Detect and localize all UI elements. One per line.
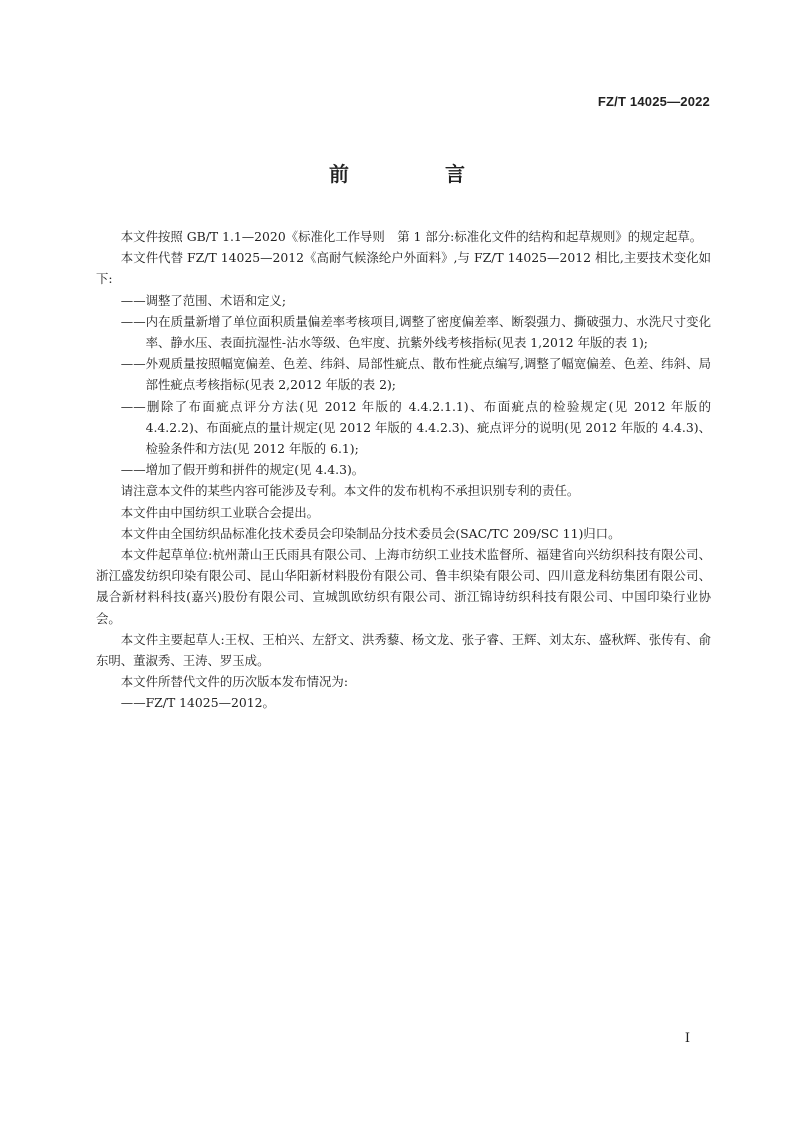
- list-item: ——调整了范围、术语和定义;: [120, 292, 287, 308]
- paragraph-proposer: 本文件由中国纺织工业联合会提出。: [120, 504, 320, 520]
- paragraph-technical-committee: 本文件由全国纺织品标准化技术委员会印染制品分技术委员会(SAC/TC 209/SC 11)归口。: [120, 525, 621, 541]
- standard-code: FZ/T 14025—2022: [597, 94, 710, 109]
- paragraph-drafters: 本文件主要起草人:王权、王柏兴、左舒文、洪秀藜、杨文龙、张子睿、王辉、刘太东、盛秋辉、张传有、俞东明、董淑秀、王涛、罗玉成。: [96, 631, 711, 669]
- paragraph-drafting-rules: 本文件按照 GB/T 1.1—2020《标准化工作导则 第 1 部分:标准化文件的结构和起草规则》的规定起草。: [120, 229, 703, 244]
- document-body: [96, 226, 711, 714]
- list-item: ——删除了布面疵点评分方法(见 2012 年版的 4.4.2.1.1)、布面疵点的检验规定(见 2012 年版的 4.4.2.2)、布面疵点的量计规定(见 2012 年版的 4.4.2.3)、疵点评分的说明(见 2012 年版的 4.4.3)、检验条件和方法(见 2012 年版的 6.1);: [120, 398, 711, 457]
- page-number: I: [684, 1031, 690, 1046]
- list-item: ——内在质量新增了单位面积质量偏差率考核项目,调整了密度偏差率、断裂强力、撕破强力、水洗尺寸变化率、静水压、表面抗湿性-沾水等级、色牢度、抗紫外线考核指标(见表 1,2012 年版的表 1);: [120, 313, 711, 351]
- paragraph-replacement: 本文件代替 FZ/T 14025—2012《高耐气候涤纶户外面料》,与 FZ/T 14025—2012 相比,主要技术变化如下:: [96, 250, 711, 287]
- history-list: [96, 692, 711, 713]
- paragraph-version-history: 本文件所替代文件的历次版本发布情况为:: [120, 674, 349, 690]
- paragraph-patent-notice: 请注意本文件的某些内容可能涉及专利。本文件的发布机构不承担识别专利的责任。: [120, 483, 580, 499]
- paragraph-drafting-units: 本文件起草单位:杭州萧山王氏雨具有限公司、上海市纺织工业技术监督所、福建省向兴纺织科技有限公司、浙江盛发纺织印染有限公司、昆山华阳新材料股份有限公司、鲁丰织染有限公司、四川意龙科纺集团有限公司、晟合新材料科技(嘉兴)股份有限公司、宣城凯欧纺织有限公司、浙江锦诗纺织科技有限公司、中国印染行业协会。: [96, 547, 711, 626]
- list-item: ——FZ/T 14025—2012。: [120, 695, 275, 711]
- page-title: 前 言: [329, 162, 503, 186]
- changes-list: [96, 290, 711, 481]
- list-item: ——外观质量按照幅宽偏差、色差、纬斜、局部性疵点、散布性疵点编写,调整了幅宽偏差、色差、纬斜、局部性疵点考核指标(见表 2,2012 年版的表 2);: [120, 356, 711, 393]
- list-item: ——增加了假开剪和拼件的规定(见 4.4.3)。: [120, 462, 365, 478]
